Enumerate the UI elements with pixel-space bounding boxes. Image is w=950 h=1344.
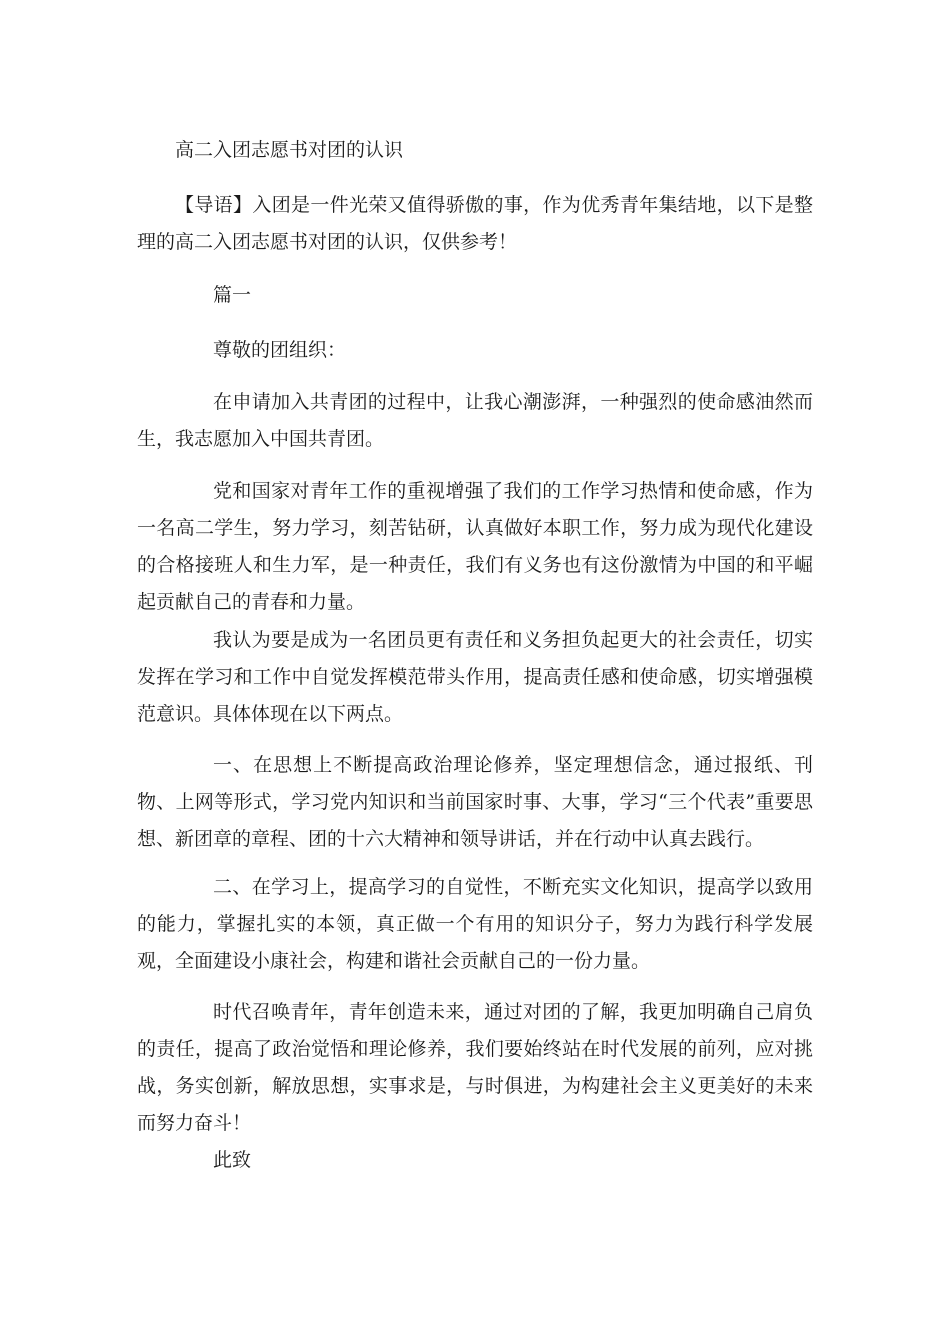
body-paragraph-2: 党和国家对青年工作的重视增强了我们的工作学习热情和使命感，作为一名高二学生，努力学习，刻苦钻研，认真做好本职工作，努力成为现代化建设的合格接班人和生力军，是一种责任，我们有义务也有这份激情为中国的和平崛起贡献自己的青春和力量。 bbox=[137, 480, 813, 613]
document-title: 高二入团志愿书对团的认识 bbox=[175, 139, 404, 161]
closing-line: 此致 bbox=[213, 1149, 252, 1171]
body-paragraph-1: 在申请加入共青团的过程中，让我心潮澎湃，一种强烈的使命感油然而生，我志愿加入中国共青团。 bbox=[137, 391, 813, 450]
body-paragraph-3: 我认为要是成为一名团员更有责任和义务担负起更大的社会责任，切实发挥在学习和工作中自觉发挥模范带头作用，提高责任感和使命感，切实增强模范意识。具体体现在以下两点。 bbox=[137, 629, 813, 725]
salutation: 尊敬的团组织： bbox=[213, 339, 347, 361]
intro-paragraph: 【导语】入团是一件光荣又值得骄傲的事，作为优秀青年集结地，以下是整理的高二入团志愿书对团的认识，仅供参考！ bbox=[137, 194, 813, 253]
body-paragraph-5: 二、在学习上，提高学习的自觉性，不断充实文化知识，提高学以致用的能力，掌握扎实的本领，真正做一个有用的知识分子，努力为践行科学发展观，全面建设小康社会，构建和谐社会贡献自己的一份力量。 bbox=[137, 876, 813, 972]
body-paragraph-4: 一、在思想上不断提高政治理论修养，坚定理想信念，通过报纸、刊物、上网等形式，学习党内知识和当前国家时事、大事，学习“三个代表”重要思想、新团章的章程、团的十六大精神和领导讲话，并在行动中认真去践行。 bbox=[137, 754, 813, 850]
section-label: 篇一 bbox=[213, 284, 252, 306]
body-paragraph-6: 时代召唤青年，青年创造未来，通过对团的了解，我更加明确自己肩负的责任，提高了政治觉悟和理论修养，我们要始终站在时代发展的前列，应对挑战，务实创新，解放思想，实事求是，与时俱进，为构建社会主义更美好的未来而努力奋斗！ bbox=[137, 1001, 813, 1134]
